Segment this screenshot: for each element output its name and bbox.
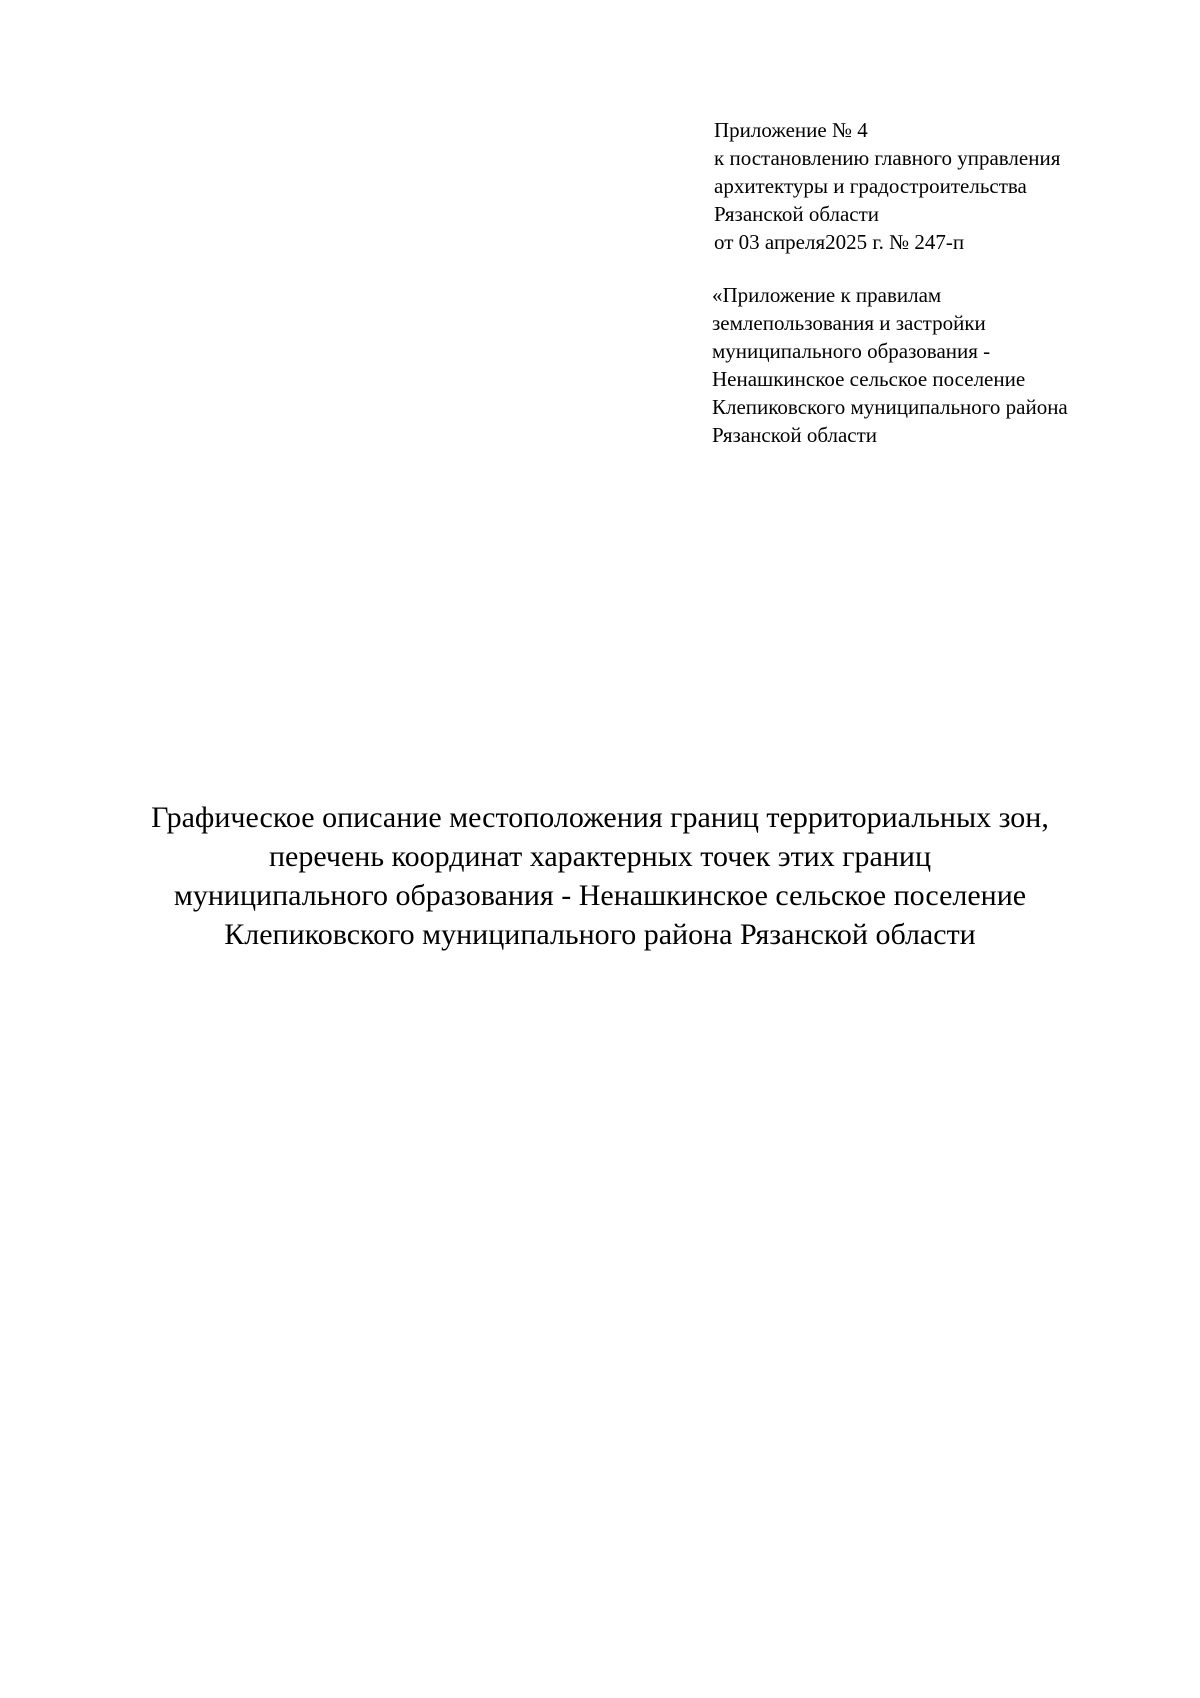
- appendix-authority-line: архитектуры и градостроительства: [714, 174, 1027, 198]
- appendix-date-number: от 03 апреля2025 г. № 247-п: [714, 230, 965, 254]
- rules-reference-line: «Приложение к правилам: [712, 283, 942, 307]
- document-title: [100, 798, 1100, 954]
- appendix-region-line: Рязанской области: [714, 202, 880, 226]
- title-line: Графическое описание местоположения границ территориальных зон,: [151, 801, 1049, 834]
- rules-reference-line: муниципального образования -: [712, 339, 991, 363]
- title-line: Клепиковского муниципального района Рязанской области: [224, 918, 976, 951]
- rules-reference-line: Клепиковского муниципального района: [712, 395, 1068, 419]
- rules-reference-line: землепользования и застройки: [712, 311, 986, 335]
- rules-reference-line: Ненашкинское сельское поселение: [712, 367, 1026, 391]
- title-line: перечень координат характерных точек этих границ: [268, 840, 932, 873]
- title-line: муниципального образования - Ненашкинское сельское поселение: [173, 879, 1027, 912]
- appendix-number: Приложение № 4: [714, 118, 868, 142]
- appendix-decree-line: к постановлению главного управления: [714, 146, 1061, 170]
- rules-reference-line: Рязанской области: [712, 423, 878, 447]
- appendix-header: [714, 116, 1154, 256]
- rules-reference: [712, 281, 1172, 449]
